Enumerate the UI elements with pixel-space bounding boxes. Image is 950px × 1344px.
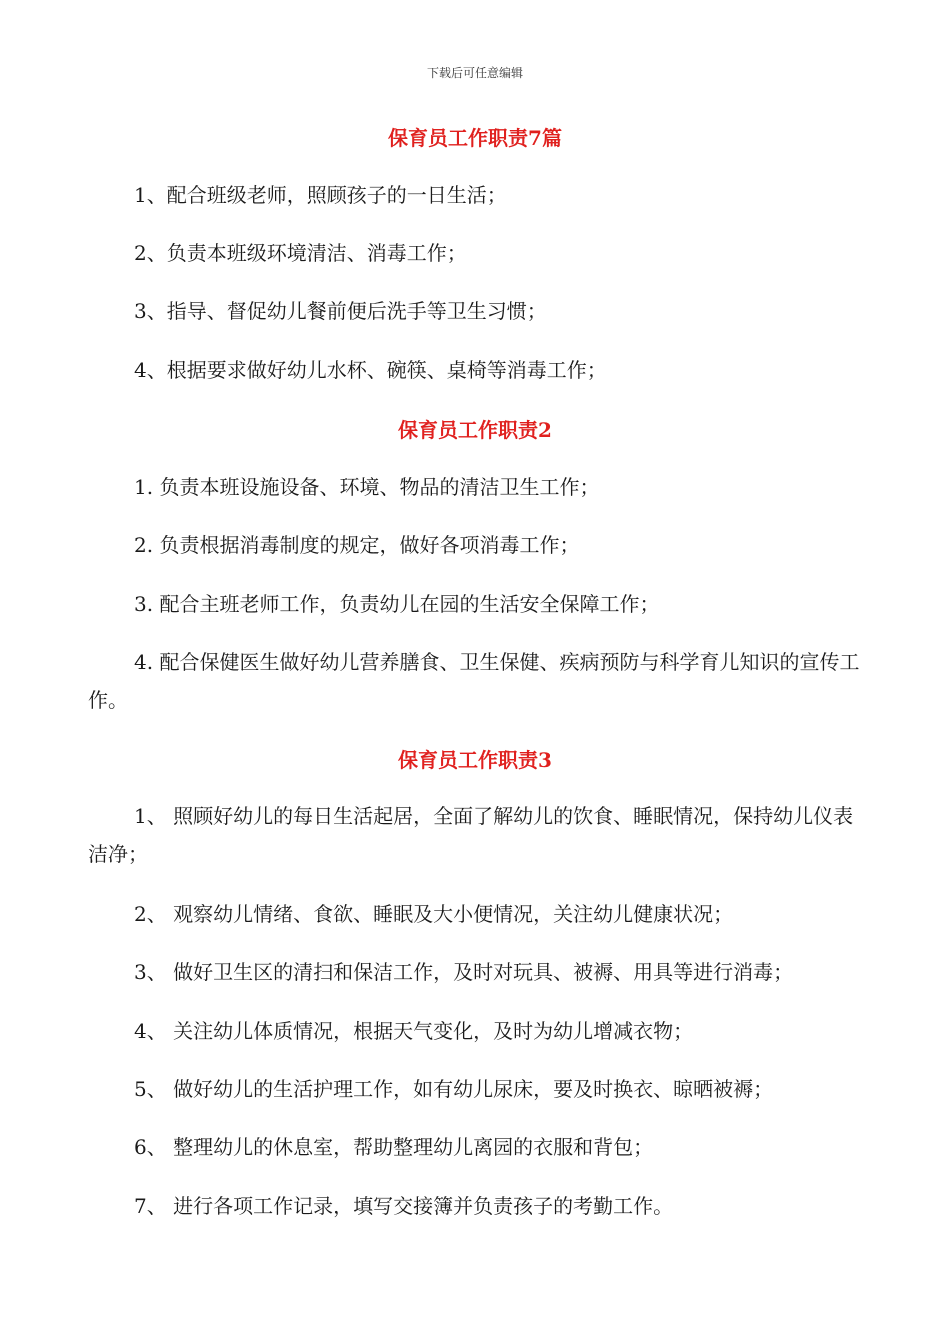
section-title-1: 保育员工作职责7篇 [388, 126, 562, 150]
header-note: 下载后可任意编辑 [426, 66, 523, 80]
list-item: 2、 观察幼儿情绪、食欲、睡眠及大小便情况，关注幼儿健康状况； [134, 902, 734, 926]
list-item: 2、负责本班级环境清洁、消毒工作； [134, 241, 467, 265]
list-item: 4、根据要求做好幼儿水杯、碗筷、桌椅等消毒工作； [134, 358, 607, 382]
list-item: 1、配合班级老师，照顾孩子的一日生活； [134, 183, 507, 207]
list-item: 2. 负责根据消毒制度的规定，做好各项消毒工作； [134, 533, 580, 557]
list-item: 3. 配合主班老师工作，负责幼儿在园的生活安全保障工作； [134, 592, 660, 616]
list-item: 4. 配合保健医生做好幼儿营养膳食、卫生保健、疾病预防与科学育儿知识的宣传工作。 [88, 650, 860, 712]
list-item: 3、指导、督促幼儿餐前便后洗手等卫生习惯； [134, 299, 547, 323]
list-item: 5、 做好幼儿的生活护理工作，如有幼儿尿床，要及时换衣、晾晒被褥； [134, 1077, 774, 1101]
list-item: 1. 负责本班设施设备、环境、物品的清洁卫生工作； [134, 475, 600, 499]
section-title-2: 保育员工作职责2 [398, 418, 552, 442]
list-item: 4、 关注幼儿体质情况，根据天气变化，及时为幼儿增减衣物； [134, 1019, 694, 1043]
list-item: 3、 做好卫生区的清扫和保洁工作，及时对玩具、被褥、用具等进行消毒； [134, 960, 794, 984]
list-item: 1、 照顾好幼儿的每日生活起居，全面了解幼儿的饮食、睡眠情况，保持幼儿仪表洁净； [88, 804, 854, 866]
list-item: 7、 进行各项工作记录，填写交接簿并负责孩子的考勤工作。 [134, 1194, 674, 1218]
list-item: 6、 整理幼儿的休息室，帮助整理幼儿离园的衣服和背包； [134, 1135, 654, 1159]
section-title-3: 保育员工作职责3 [398, 748, 552, 772]
